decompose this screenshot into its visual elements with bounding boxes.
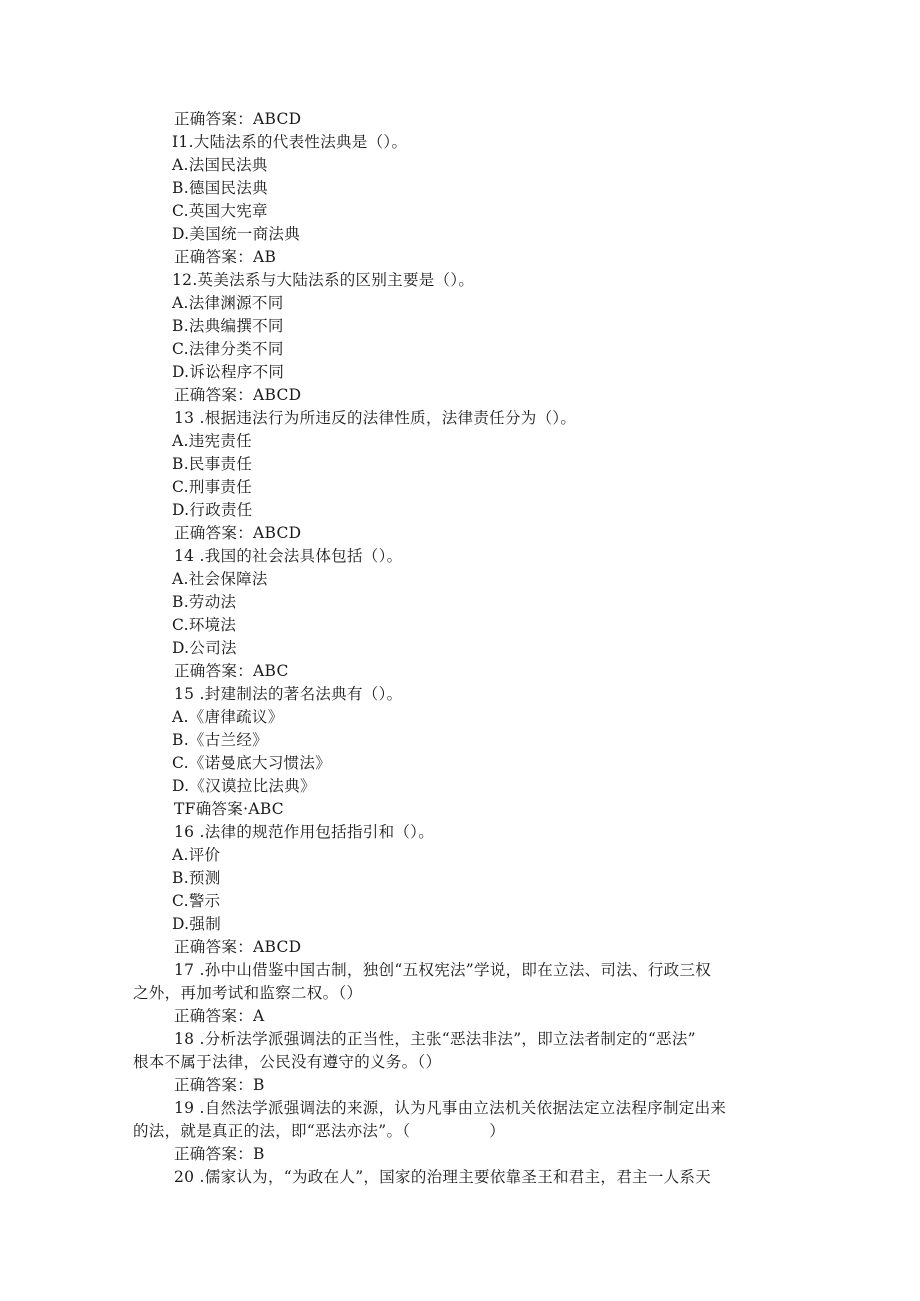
text-line: D.公司法	[172, 639, 237, 657]
text-line: 13 .根据违法行为所违反的法律性质，法律责任分为（）。	[174, 409, 577, 427]
text-line: 19 .自然法学派强调法的来源，认为凡事由立法机关依据法定立法程序制定出来	[174, 1099, 727, 1117]
text-line: 正确答案：B	[174, 1145, 265, 1163]
text-line: D.美国统一商法典	[172, 225, 301, 243]
text-line: C.英国大宪章	[172, 202, 268, 220]
text-line: B.民事责任	[172, 455, 253, 473]
text-line: 14 .我国的社会法具体包括（）。	[174, 547, 403, 565]
text-line: C.环境法	[172, 616, 237, 634]
text-line: C.法律分类不同	[172, 340, 284, 358]
text-line: D.诉讼程序不同	[172, 363, 285, 381]
text-line: 正确答案：A	[174, 1007, 265, 1025]
text-line: 的法，就是真正的法，即“恶法亦法”。（ ）	[133, 1122, 506, 1140]
text-line: C.《诺曼底大习惯法》	[172, 754, 332, 772]
text-line: TF确答案·ABC	[174, 800, 284, 818]
text-line: 12.英美法系与大陆法系的区别主要是（）。	[172, 271, 475, 289]
text-line: 正确答案：ABCD	[174, 524, 302, 542]
text-line: 20 .儒家认为，“为政在人”，国家的治理主要依靠圣王和君主，君主一人系天	[174, 1168, 712, 1186]
text-line: 正确答案：ABCD	[174, 386, 302, 404]
text-line: A.《唐律疏议》	[172, 708, 284, 726]
text-line: B.法典编撰不同	[172, 317, 284, 335]
text-line: D.行政责任	[172, 501, 253, 519]
text-line: 之外，再加考试和监察二权。（）	[133, 984, 363, 1002]
text-line: B.预测	[172, 869, 221, 887]
text-line: 正确答案：ABCD	[174, 110, 302, 128]
text-line: 17 .孙中山借鉴中国古制，独创“五权宪法”学说，即在立法、司法、行政三权	[174, 961, 712, 979]
text-line: 16 .法律的规范作用包括指引和（）。	[174, 823, 435, 841]
text-line: 15 .封建制法的著名法典有（）。	[174, 685, 403, 703]
text-line: A.违宪责任	[172, 432, 252, 450]
text-line: 正确答案：AB	[174, 248, 277, 266]
text-line: D.《汉谟拉比法典》	[172, 777, 316, 795]
text-line: 正确答案：ABC	[174, 662, 289, 680]
text-line: A.法国民法典	[172, 156, 268, 174]
text-line: B.《古兰经》	[172, 731, 268, 749]
document-page	[0, 108, 920, 1189]
text-line: A.评价	[172, 846, 221, 864]
text-line: B.劳动法	[172, 593, 237, 611]
text-line: D.强制	[172, 915, 222, 933]
text-line: 18 .分析法学派强调法的正当性，主张“恶法非法”，即立法者制定的“恶法”	[174, 1030, 696, 1048]
text-line: A.社会保障法	[172, 570, 268, 588]
text-line: I1.大陆法系的代表性法典是（）。	[172, 133, 408, 151]
text-line: C.刑事责任	[172, 478, 253, 496]
text-line: 正确答案：ABCD	[174, 938, 302, 956]
text-line: C.警示	[172, 892, 221, 910]
text-line: 正确答案：B	[174, 1076, 265, 1094]
text-line: B.德国民法典	[172, 179, 268, 197]
text-line: A.法律渊源不同	[172, 294, 284, 312]
text-line: 根本不属于法律，公民没有遵守的义务。（）	[133, 1053, 442, 1071]
